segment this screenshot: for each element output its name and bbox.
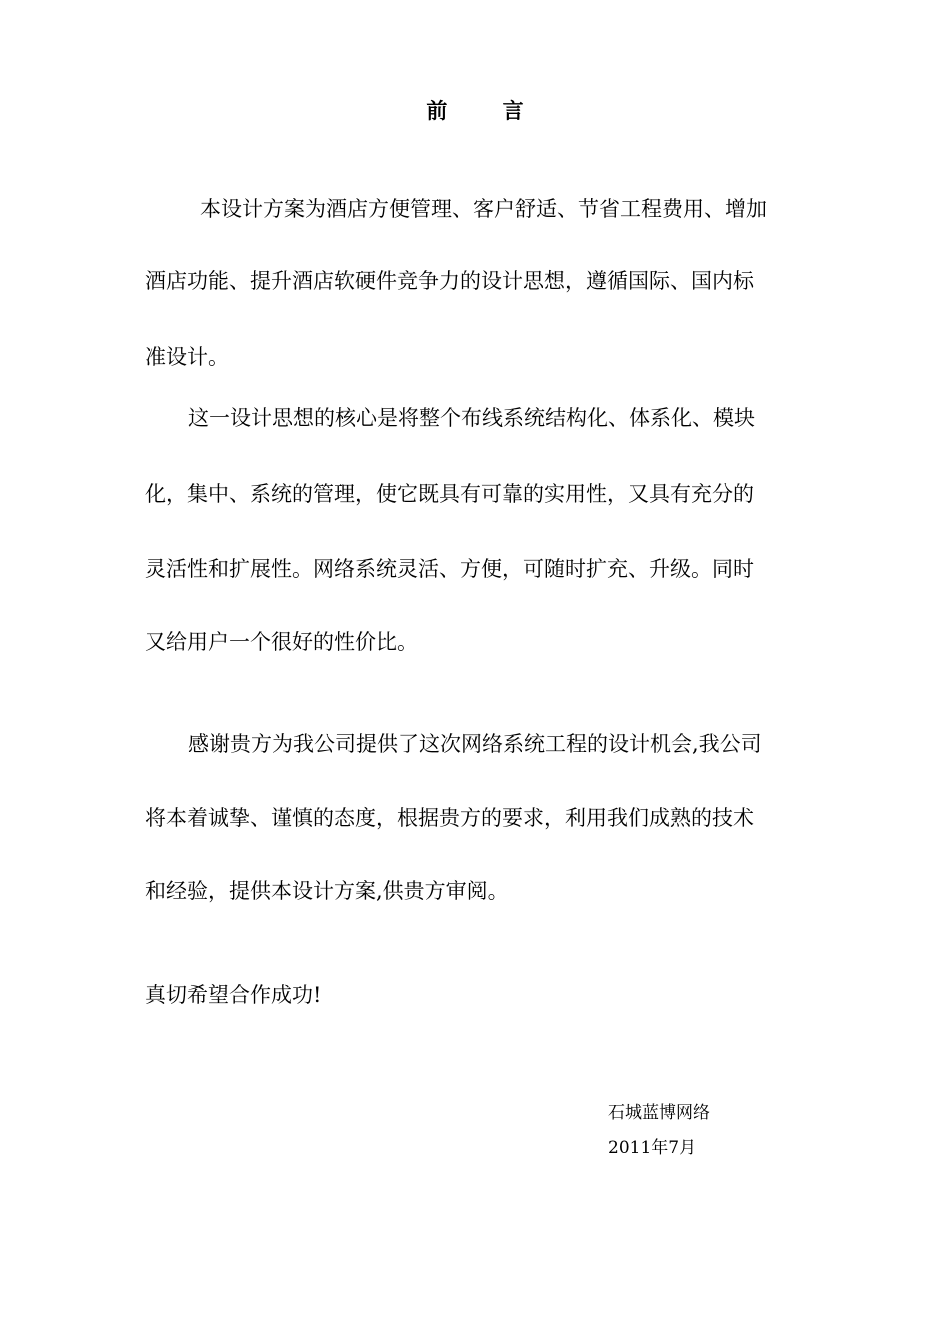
paragraph-3-line-3: 和经验，提供本设计方案,供贵方审阅。	[145, 879, 509, 903]
paragraph-3-line-2: 将本着诚挚、谨慎的态度，根据贵方的要求，利用我们成熟的技术	[145, 806, 754, 830]
signature-date: 2011年7月	[608, 1138, 697, 1158]
paragraph-2-line-3: 灵活性和扩展性。网络系统灵活、方便，可随时扩充、升级。同时	[145, 557, 754, 581]
page-title: 前 言	[426, 98, 548, 123]
paragraph-1-line-3: 准设计。	[145, 345, 229, 369]
paragraph-2-line-2: 化，集中、系统的管理，使它既具有可靠的实用性，又具有充分的	[145, 482, 754, 506]
signature-company: 石城蓝博网络	[608, 1103, 710, 1123]
closing-line: 真切希望合作成功!	[145, 983, 322, 1007]
paragraph-3-line-1: 感谢贵方为我公司提供了这次网络系统工程的设计机会,我公司	[188, 732, 762, 756]
paragraph-2-line-1: 这一设计思想的核心是将整个布线系统结构化、体系化、模块	[188, 406, 755, 430]
paragraph-2-line-4: 又给用户一个很好的性价比。	[145, 630, 418, 654]
paragraph-1-line-2: 酒店功能、提升酒店软硬件竞争力的设计思想，遵循国际、国内标	[145, 269, 754, 293]
paragraph-1-line-1: 本设计方案为酒店方便管理、客户舒适、节省工程费用、增加	[200, 197, 767, 221]
